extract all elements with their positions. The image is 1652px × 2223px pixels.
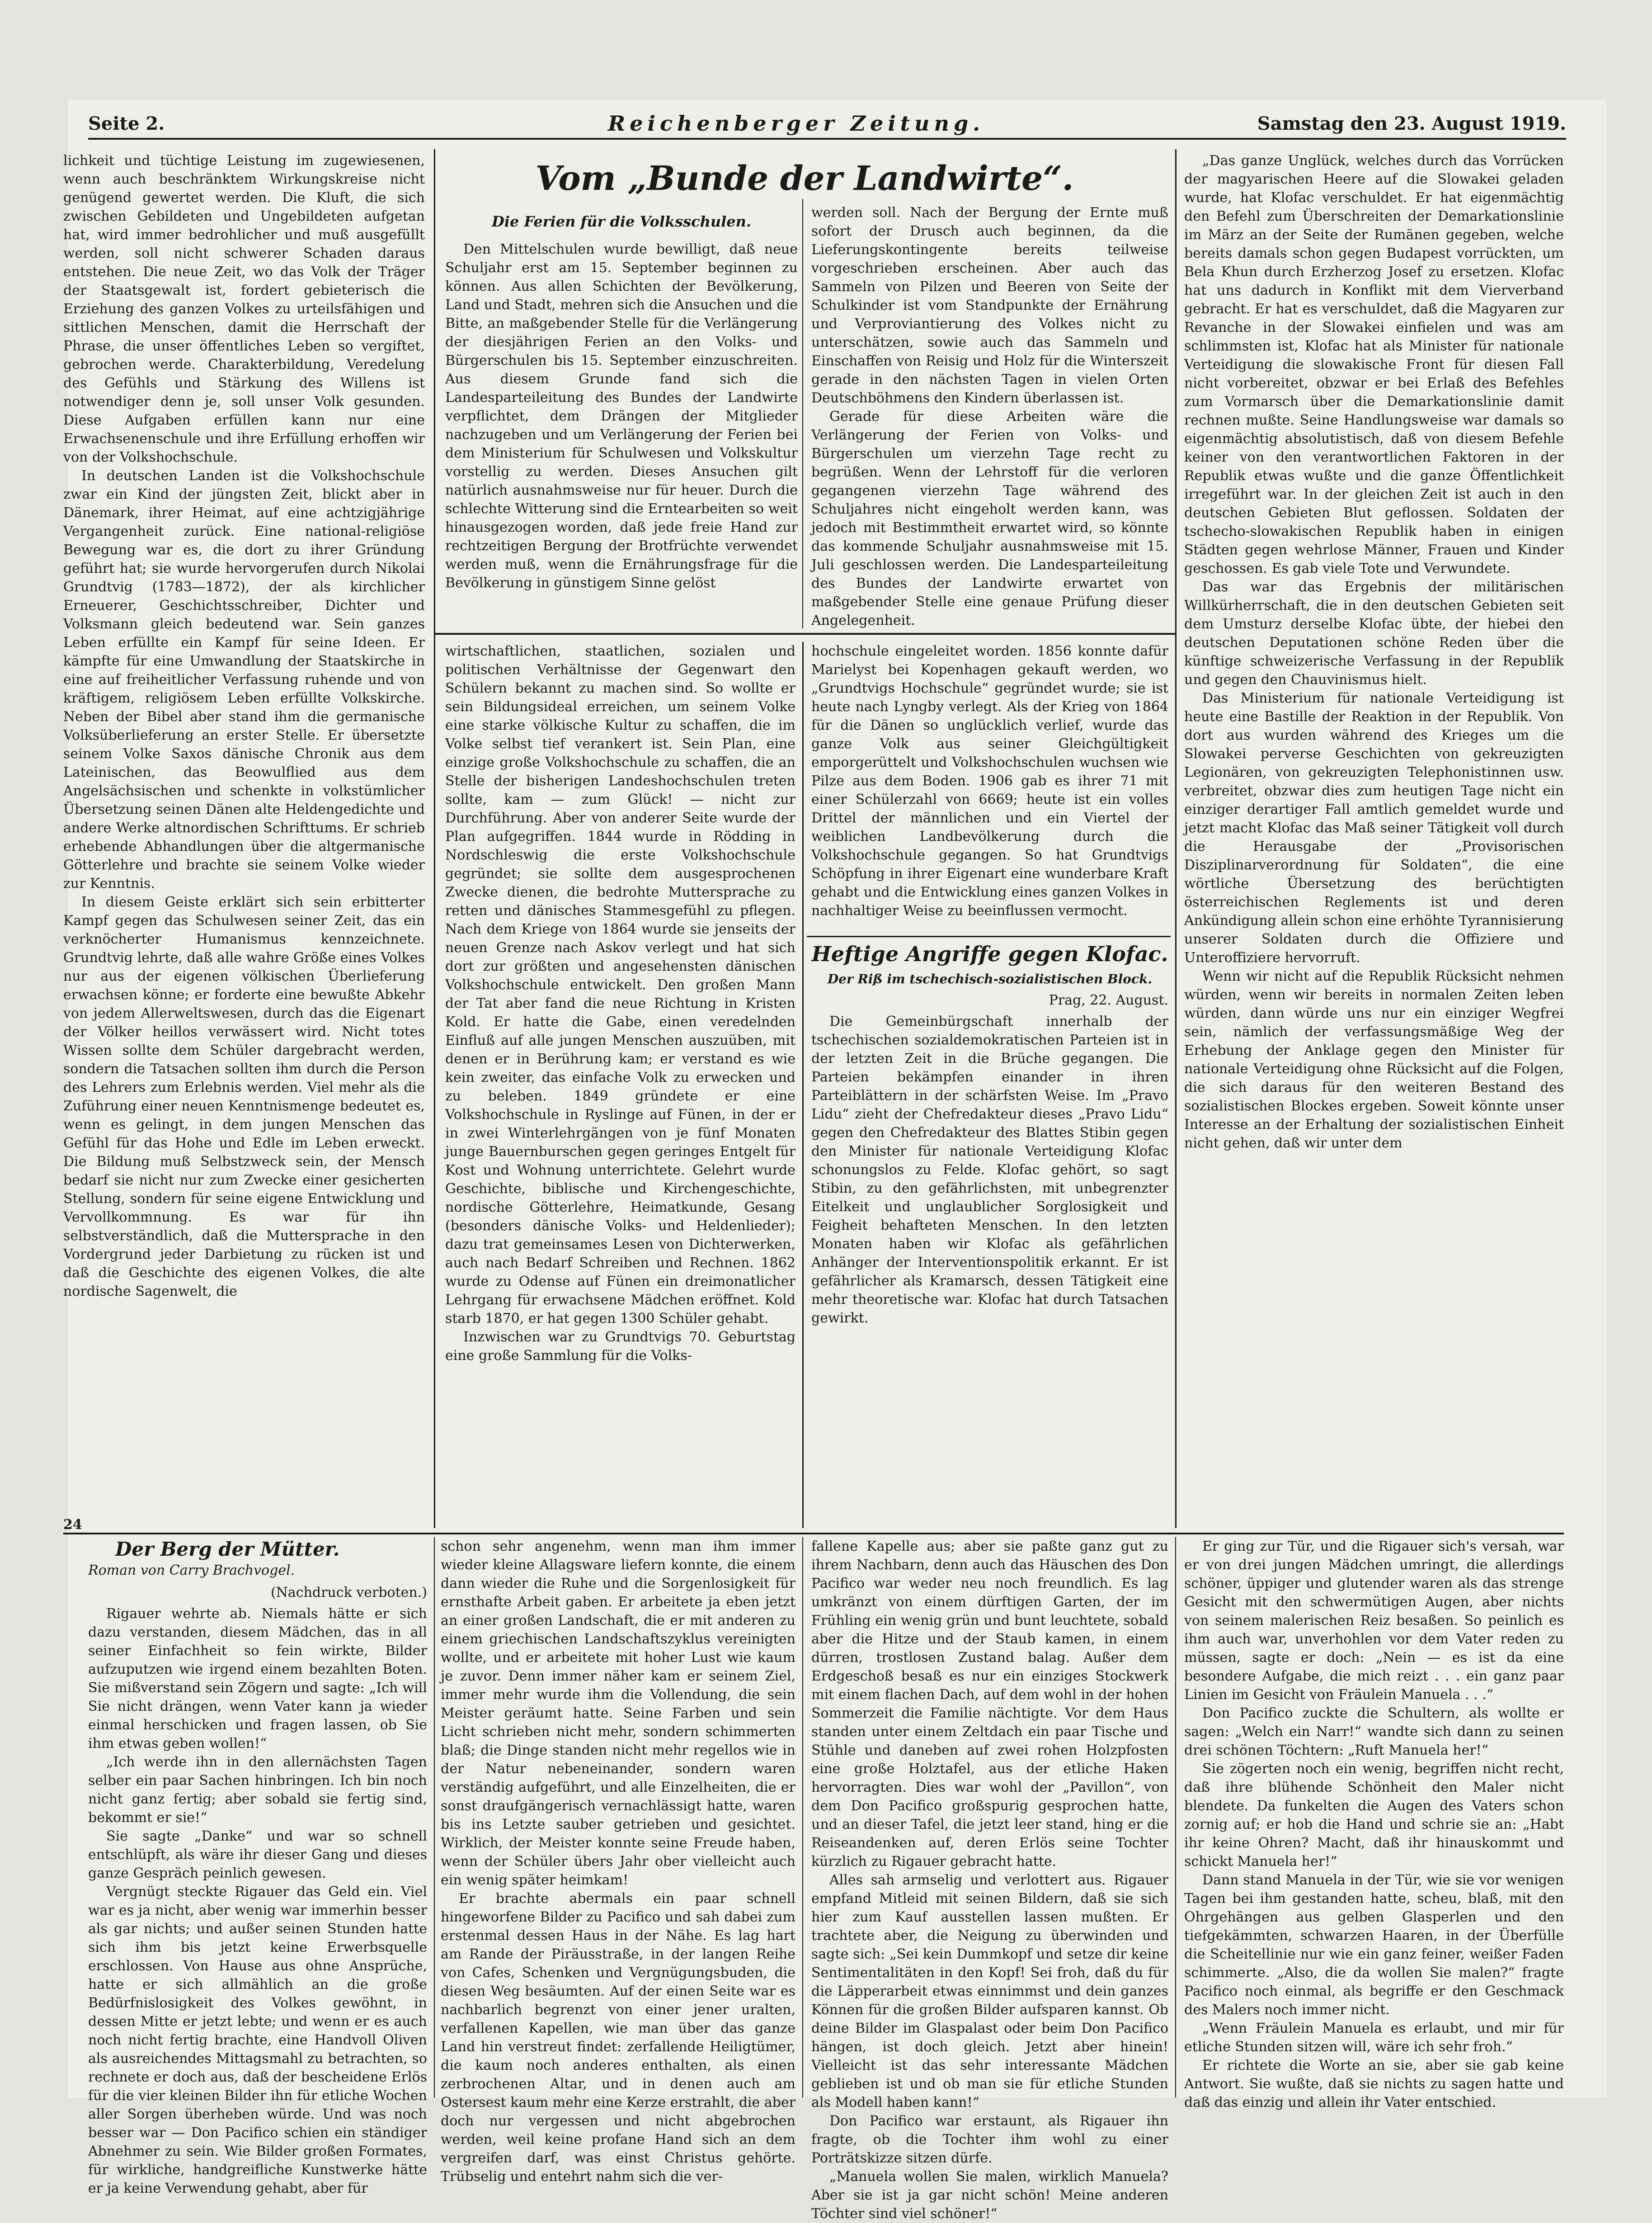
paragraph: Alles sah armselig und verlottert aus. Rigauer empfand Mitleid mit seinen Bildern, daß sie sich hier zum Kauf ausstellen lassen mußten. Er trachtete aber, die Neigung zu überwinden und sagte sich: „Sei kein Dummkopf und setze dir keine Sentimentalitäten in den Kopf! Sei froh, daß du für die Läpperarbeit etwas einnimmst und dein ganzes Können für die großen Bilder aufsparen kannst. Ob deine Bilder im Glaspalast oder beim Don Pacifico hängen, ist doch gleich. Jetzt aber hinein! Vielleicht ist das sehr interessante Mädchen geblieben ist und ob man sie für etliche Stunden als Modell haben kann!“ (811, 1872, 1168, 2110)
page-number: Seite 2. (88, 113, 165, 134)
novel-column-2 (441, 1537, 795, 2185)
novel-column-rule-1 (434, 1537, 435, 2098)
column-rule-2 (1175, 149, 1177, 1528)
novel-column-rule-3 (1175, 1537, 1176, 2098)
klofac-dateline: Prag, 22. August. (1049, 992, 1168, 1008)
paragraph: Das war das Ergebnis der militärischen Willkürherrschaft, die in den deutschen Gebieten seit dem Umsturz derselbe Klofac übte, der hiebei den deutschen Deputationen schöne Reden über die künftige schweizerische Verfassung in der Republik und gegen den Chauvinismus hielt. (1184, 579, 1564, 688)
paragraph: fallene Kapelle aus; aber sie paßte ganz gut zu ihrem Nachbarn, denn auch das Häuschen des Don Pacifico war weder neu noch freundlich. Es lag umkränzt von einem dürftigen Garten, der im Frühling ein wenig grün und bunt leuchtete, sobald aber die Hitze und der Staub kamen, in einem dürren, trostlosen Zustand balag. Außer dem Erdgeschoß besaß es nur ein einziges Stockwerk mit einem flachen Dach, auf dem wohl in der hohen Sommerzeit die Familie nächtigte. Vor dem Haus standen unter einem Zeltdach ein paar Tische und Stühle und daneben auf zwei rohen Holzpfosten eine große Holztafel, aus der etliche Haken hervorragten. Dies war wohl der „Pavillon“, von dem Don Pacifico großspurig gesprochen hatte, und an dieser Tafel, die jetzt leer stand, hing er die Reiseandenken auf, deren Erlös seine Tochter kürzlich zu Rigauer gebracht hatte. (811, 1539, 1168, 1869)
column-rule-3 (802, 642, 804, 1528)
paragraph: „Ich werde ihn in den allernächsten Tagen selber ein paar Sachen hinbringen. Ich bin noch nicht ganz fertig; aber sobald sie fertig sind, bekommt er sie!“ (88, 1754, 427, 1826)
ferien-column-b (811, 203, 1168, 628)
masthead (88, 109, 1566, 140)
paragraph: Die Gemeinbürgschaft innerhalb der tschechischen sozialdemokratischen Parteien ist in der letzten Zeit in die Brüche gegangen. Die Parteien bekämpfen einander in ihren Parteiblättern in der schärfsten Weise. Im „Pravo Lidu“ zieht der Chefredakteur dieses „Pravo Lidu“ gegen den Chefredakteur des Blattes Stibin gegen den Minister für nationale Verteidigung Klofac schonungslos zu Felde. Klofac gehört, so sagt Stibin, zu den gefährlichsten, mit unbegrenzter Eitelkeit und unglaublicher Sorglosigkeit und Feigheit behafteten Menschen. In den letzten Monaten haben wir Klofac als gefährlichen Anhänger der Interventionspolitik erkannt. Er ist gefährlicher als Kramarsch, dessen Tätigkeit eine mehr theoretische war. Klofac hat durch Tatsachen gewirkt. (811, 1014, 1168, 1326)
ferien-subhead: Die Ferien für die Volksschulen. (491, 213, 752, 230)
paragraph: schon sehr angenehm, wenn man ihm immer wieder kleine Allagsware liefern konnte, die einem dann wieder die Ruhe und die Sorgenlosigkeit für ernsthafte Arbeit gaben. Er arbeitete ja eben jetzt an einer großen Landschaft, die er mit anderen zu einem griechischen Landschaftszyklus vereinigten wollte, und er arbeitete mit hoher Lust wie kaum je zuvor. Denn immer näher kam er seinem Ziel, immer mehr wurde ihm die Vollendung, die sein Meister geräumt hatte. Seine Farben und sein Licht schrieben nicht mehr, sondern schimmerten blaß; die Dinge standen nicht mehr regellos wie in der Natur nebeneinander, sondern waren verständig aufgeführt, und alle Einzelheiten, die er sonst draufgängerisch vernachlässigt hatte, waren bis ins Letzte sauber getrieben und gesichtet. Wirklich, der Meister konnte seine Freude haben, wenn der Schüler übers Jahr ober vielleicht auch ein wenig später heimkam! (441, 1539, 795, 1888)
paragraph: Wenn wir nicht auf die Republik Rücksicht nehmen würden, wenn wir bereits in normalen Zeiten leben würden, dann würde uns nur ein einziger Wegfrei sein, nämlich der verfassungsmäßige Weg der Erhebung der Anklage gegen den Minister für nationale Verteidigung ohne Rücksicht auf die Folgen, die sich daraus für den weiteren Bestand des sozialistischen Blockes ergeben. Soweit könnte unser Interesse an der Erhaltung der sozialistischen Einheit nicht gehen, daß wir unter dem (1184, 968, 1564, 1151)
novel-column-3 (811, 1537, 1168, 2222)
klofac-article (811, 940, 1168, 1528)
paragraph: Er richtete die Worte an sie, aber sie gab keine Antwort. Sie wußte, daß sie nichts zu sagen hatte und daß das einzig und allein ihr Vater entschied. (1184, 2058, 1564, 2110)
paragraph: Das Ministerium für nationale Verteidigung ist heute eine Bastille der Reaktion in der Republik. Von dort aus wurden während des Krieges um die Slowakei perverse Geschichten von gekreuzigten Legionären, von gekreuzigten Telephonistinnen usw. verbreitet, obzwar dies zum heutigen Tage nicht ein einziger derartiger Fall amtlich gemeldet wurde und jetzt macht Klofac das Maß seiner Tätigkeit voll durch die Herausgabe der „Provisorischen Disziplinarverordnung für Soldaten“, die eine wörtliche Übersetzung des berüchtigten österreichischen Reglements ist und deren Ankündigung allein schon eine erhöhte Tyrannisierung unserer Soldaten durch die Offiziere und Unteroffiziere hervorruft. (1184, 690, 1564, 966)
ferien-column-a (445, 212, 798, 628)
headline-block-rule (434, 633, 1175, 635)
column-rule-4 (802, 199, 803, 628)
paragraph: Sie zögerten noch ein wenig, begriffen nicht recht, daß ihre blühende Schönheit den Maler nicht blendete. Da funkelten die Augen des Vaters schon zornig auf; er hob die Hand und schrie sie an: „Habt ihr keine Ohren? Macht, daß ihr hinauskommt und schickt Manuela her!“ (1184, 1761, 1564, 1869)
paragraph: Er brachte abermals ein paar schnell hingeworfene Bilder zu Pacifico und sah dabei zum erstenmal dessen Haus in der Nähe. Es lag hart am Rande der Piräusstraße, in der langen Reihe von Cafes, Schenken und Vergnügungsbuden, die diesen Weg besäumten. Auf der einen Seite war es nachbarlich begrenzt von einer jener uralten, verfallenen Kapellen, wie man über das ganze Land hin verstreut findet: zerfallende Heiligtümer, die kaum noch anderes enthalten, als einen zerbrochenen Altar, und in denen auch am Ostersest kaum mehr eine Kerze erstrahlt, die aber doch nur vergessen und nicht abgebrochen werden, weil keine profane Hand sich an dem vergreifen darf, was einst Christus gehörte. Trübselig und entehrt nahm sich die ver- (441, 1891, 795, 2185)
klofac-rule (807, 936, 1171, 937)
paragraph: Er ging zur Tür, und die Rigauer sich's versah, war er von drei jungen Mädchen umringt, die allerdings schöner, üppiger und glutender waren als das strenge Gesicht mit den schwermütigen Augen, aber nichts von seinem malerischen Reiz besaßen. So peinlich es ihm auch war, unverhohlen vor dem Vater reden zu müssen, sagte er doch: „Nein — es ist da eine besondere Aufgabe, die mich reizt . . . ein ganz paar Linien im Gesicht von Fräulein Manuela . . .“ (1184, 1539, 1564, 1703)
paragraph: wirtschaftlichen, staatlichen, sozialen und politischen Verhältnisse der Gegenwart den Schülern bekannt zu machen sind. So wollte er sein Bildungsideal erreichen, um seinem Volke eine starke völkische Kultur zu schaffen, die im Volke selbst tief verankert ist. Sein Plan, eine einzige große Volkshochschule zu schaffen, die an Stelle der bisherigen Landeshochschulen treten sollte, kam — zum Glück! — nicht zur Durchführung. Aber von anderer Seite wurde der Plan aufgegriffen. 1844 wurde in Rödding in Nordschleswig die erste Volkshochschule gegründet; sie sollte dem ausgesprochenen Zwecke dienen, die bedrohte Muttersprache zu retten und dänisches Stammesgefühl zu pflegen. Nach dem Kriege von 1864 wurde sie jenseits der neuen Grenze nach Askov verlegt und hat sich dort zur größten und angesehensten dänischen Volkshochschule entwickelt. Den großen Mann der Tat aber fand die neue Richtung in Kristen Kold. Er hatte die Gabe, einen veredelnden Einfluß auf alle jungen Menschen auszuüben, mit denen er in Berührung kam; er verstand es wie kein zweiter, das einfache Volk zu erwecken und zu beleben. 1849 gründete er eine Volkshochschule in Ryslinge auf Fünen, in der er in zwei Winterlehrgängen von je fünf Monaten junge Bauernburschen gegen geringes Entgelt für Kost und Wohnung unterrichtete. Gelehrt wurde Geschichte, biblische und Kirchengeschichte, nordische Götterlehre, Heimatkunde, Gesang (besonders dänische Volks- und Heldenlieder); dazu trat gemeinsames Lesen von Dichterwerken, auch nach Bedarf Schreiben und Rechnen. 1862 wurde zu Odense auf Fünen ein dreimonatlicher Lehrgang für erwachsene Mädchen eröffnet. Kold starb 1870, er hat gegen 1300 Schüler gehabt. (445, 643, 795, 1326)
paragraph: lichkeit und tüchtige Leistung im zugewiesenen, wenn auch beschränktem Wirkungskreise nicht genügend gewertet werden. Die Kluft, die sich zwischen Gebildeten und Ungebildeten aufgetan hat, wird immer bedrohlicher und muß ausgefüllt werden, soll nicht schwerer Schaden daraus entstehen. Die neue Zeit, wo das Volk der Träger der Staatsgewalt ist, fordert gebieterisch die Erziehung des ganzen Volkes zu urteilsfähigen und sittlichen Menschen, damit die Herrschaft der Phrase, die unser öffentliches Leben so vergiftet, gebrochen werde. Charakterbildung, Veredelung des Gefühls und Stärkung des Willens ist notwendiger denn je, soll unser Volk gesunden. Diese Aufgaben erfüllen kann nur eine Erwachsenenschule und ihre Erfüllung erhoffen wir von der Volkshochschule. (63, 153, 425, 465)
paragraph: „Wenn Fräulein Manuela es erlaubt, und mir für etliche Stunden sitzen will, wäre ich sehr froh.“ (1184, 2020, 1564, 2055)
masthead-rule (88, 138, 1566, 140)
paragraph: Sie sagte „Danke“ und war so schnell entschlüpft, als wäre ihr dieser Gang und dieses ganze Gespräch peinlich gewesen. (88, 1828, 427, 1881)
paragraph: Gerade für diese Arbeiten wäre die Verlängerung der Ferien von Volks- und Bürgerschulen um vierzehn Tage recht zu begrüßen. Wenn der Lehrstoff für die verloren gegangenen vierzehn Tage während des Schuljahres nicht eingeholt werden kann, was jedoch mit Bestimmtheit erwartet wird, so könnte das kommende Schuljahr ausnahmsweise mit 15. Juli geschlossen werden. Die Landesparteileitung des Bundes der Landwirte erwartet von maßgebender Stelle eine genaue Prüfung dieser Angelegenheit. (811, 409, 1168, 628)
headline-landwirte: Vom „Bunde der Landwirte“. (535, 159, 1074, 198)
paragraph: hochschule eingeleitet worden. 1856 konnte dafür Marielyst bei Kopenhagen gekauft werden, wo „Grundtvigs Hochschule“ gegründet wurde; sie ist heute nach Lyngby verlegt. Als der Krieg von 1864 für die Dänen so unglücklich verlief, wurde das ganze Volk aus seiner Gleichgültigkeit emporgerüttelt und Volkshochschulen wuchsen wie Pilze aus dem Boden. 1906 gab es ihrer 71 mit einer Schülerzahl von 6669; heute ist ein volles Drittel der männlichen und ein Viertel der weiblichen Landbevölkerung durch die Volkshochschule gegangen. So hat Grundtvigs Schöpfung in ihrer Eigenart eine wunderbare Kraft gehabt und die Entwicklung eines ganzen Volkes in nachhaltiger Weise zu beeinflussen vermocht. (811, 643, 1168, 919)
column-rule-1 (434, 149, 435, 1528)
paragraph: werden soll. Nach der Bergung der Ernte muß sofort der Drusch auch beginnen, da die Lieferungskontingente bereits teilweise vorgeschrieben erscheinen. Aber auch das Sammeln von Pilzen und Beeren von Seite der Schulkinder ist vom Standpunkte der Ernährung und Verproviantierung des Volkes nicht zu unterschätzen, sowie auch das Sammeln und Einschaffen von Reisig und Holz für die Winterszeit gerade in den nächsten Tagen in vielen Orten Deutschböhmens den Kindern überlassen ist. (811, 205, 1168, 406)
paragraph: „Manuela wollen Sie malen, wirklich Manuela? Aber sie ist ja gar nicht schön! Meine anderen Töchter sind viel schöner!“ (811, 2169, 1168, 2222)
klofac-continuation-column (1184, 151, 1564, 1526)
issue-date: Samstag den 23. August 1919. (1257, 113, 1566, 134)
novel-separator-rule (63, 1533, 1564, 1534)
paragraph: Don Pacifico zuckte die Schultern, als wollte er sagen: „Welch ein Narr!“ wandte sich dann zu seinen drei schönen Töchtern: „Ruft Manuela her!“ (1184, 1705, 1564, 1758)
volkshochschule-column-2 (445, 642, 795, 1528)
paragraph: Den Mittelschulen wurde bewilligt, daß neue Schuljahr erst am 15. September beginnen zu können. Aus allen Schichten der Bevölkerung, Land und Stadt, mehren sich die Ansuchen und die Bitte, an maßgebender Stelle für die Verlängerung der diesjährigen Ferien an den Volks- und Bürgerschulen bis 15. September einzuschreiten. Aus diesem Grunde fand sich die Landesparteileitung des Bundes der Landwirte verpflichtet, dem Drängen der Mitglieder nachzugeben und um Verlängerung der Ferien bei dem Ministerium für Schulwesen und Volkskultur vorstellig zu werden. Dieses Ansuchen gilt natürlich ausnahmsweise nur für heuer. Durch die schlechte Witterung sind die Erntearbeiten so weit hinausgezogen worden, daß jede freie Hand zur rechtzeitigen Bergung der Brotfrüchte verwendet werden muß, wenn die Ernährungsfrage für die Bevölkerung in günstigem Sinne gelöst (445, 241, 798, 591)
novel-column-1 (88, 1537, 427, 2196)
novel-reprint-notice: (Nachdruck verboten.) (270, 1585, 427, 1600)
novel-author: Roman von Carry Brachvogel. (88, 1562, 295, 1578)
novel-column-4 (1184, 1537, 1564, 2110)
klofac-headline: Heftige Angriffe gegen Klofac. (811, 942, 1168, 966)
paragraph: In deutschen Landen ist die Volkshochschule zwar ein Kind der jüngsten Zeit, blickt aber in Dänemark, ihrer Heimat, auf eine achtzigjährige Vergangenheit zurück. Eine national-religiöse Bewegung war es, die dort zu ihrer Gründung geführt hat; sie wurde hervorgerufen durch Nikolai Grundtvig (1783—1872), der als kirchlicher Erneuerer, Geschichtsschreiber, Dichter und Volksmann gleich bedeutend war. Sein ganzes Leben erfüllte ein Kampf für seine Ideen. Er kämpfte für eine Umwandlung der Staatskirche in eine auf freiheitlicher Verfassung ruhende und von kräftigem, religiösem Leben erfüllte Volkskirche. Neben der Bibel aber stand ihm die germanische Volksüberlieferung an erster Stelle. Er übersetzte seinem Volke Saxos dänische Chronik aus dem Lateinischen, das Beowulflied aus dem Angelsächsischen und schenkte in volkstümlicher Übersetzung seinen Dänen alte Heldengedichte und andere Werke altnordischen Schrifttums. Er schrieb erhebende Abhandlungen über die altgermanische Götterlehre und brachte sie seinem Volke wieder zur Kenntnis. (63, 468, 425, 892)
novel-column-rule-2 (802, 1537, 803, 2098)
volkshochschule-column-3 (811, 642, 1168, 931)
paragraph: „Das ganze Unglück, welches durch das Vorrücken der magyarischen Heere auf die Slowakei geladen wurde, hat Klofac verschuldet. Er hat eigenmächtig den Befehl zum Überschreiten der Demarkationslinie im März an der Seite der Rumänen gegeben, welche bereits damals schon gegen Budapest vorrückten, um Bela Khun durch Erzherzog Josef zu ersetzen. Klofac hat uns dadurch in Konflikt mit dem Vierverband gebracht. Er hat es verschuldet, daß die Magyaren zur Revanche in der Slowakei einfielen und was am schlimmsten ist, Klofac hat als Minister für nationale Verteidigung die slowakische Front für diesen Fall nicht vorbereitet, obzwar er bei Erlaß des Befehles zum Vormarsch über die Demarkationslinie damit rechnen mußte. Seine Handlungsweise war damals so eigenmächtig absolutistisch, daß von diesem Befehle keiner von den verantwortlichen Faktoren in der Republik etwas wußte und die ganze Öffentlichkeit irregeführt war. In der gleichen Zeit ist auch in den deutschen Gebieten Blut geflossen. Soldaten der tschecho-slowakischen Republik haben in einigen Städten gegen wehrlose Männer, Frauen und Kinder geschossen. Es gab viele Tote und Verwundete. (1184, 153, 1564, 576)
paragraph: Rigauer wehrte ab. Niemals hätte er sich dazu verstanden, diesem Mädchen, das in all seiner Einfachheit so fein wirkte, Bilder aufzuputzen wie irgend einem bezahlten Boten. Sie mißverstand sein Zögern und sagte: „Ich will Sie nicht drängen, wenn Vater kann ja wieder einmal herschicken und fragen lassen, ob Sie ihm etwas geben wollen!“ (88, 1606, 427, 1751)
paragraph: Dann stand Manuela in der Tür, wie sie vor wenigen Tagen bei ihm gestanden hatte, scheu, blaß, mit den Ohrgehängen aus gelben Glasperlen und den tiefgekämmten, schwarzen Haaren, in der Überfülle die Scheitellinie nur wie ein ganz feiner, weißer Faden schimmerte. „Also, die da wollen Sie malen?“ fragte Pacifico noch einmal, als begriffe er den Geschmack des Malers noch immer nicht. (1184, 1872, 1564, 2018)
newspaper-title: Reichenberger Zeitung. (608, 111, 985, 136)
paragraph: Inzwischen war zu Grundtvigs 70. Geburtstag eine große Sammlung für die Volks- (445, 1329, 795, 1364)
paragraph: Don Pacifico war erstaunt, als Rigauer ihn fragte, ob die Tochter ihm wohl zu einer Porträtskizze sitzen dürfe. (811, 2113, 1168, 2166)
article-volkshochschule-column-1 (63, 151, 425, 1521)
novel-title: Der Berg der Mütter. (115, 1538, 340, 1560)
paragraph: Vergnügt steckte Rigauer das Geld ein. Viel war es ja nicht, aber wenig war immerhin besser als gar nichts; und außer seinen Stunden hatte sich ihm bis jetzt keine Erwerbsquelle erschlossen. Von Hause aus ohne Ansprüche, hatte er sich allmählich an die große Bedürfnislosigkeit des Volkes gewöhnt, in dessen Mitte er jetzt lebte; und wenn er es auch noch nicht fertig brachte, eine Handvoll Oliven als ausreichendes Mittagsmahl zu betrachten, so rechnete er doch aus, daß der bescheidene Erlös für die vier kleinen Bilder ihn für etliche Wochen aller Sorgen überheben würde. Und was noch besser war — Don Pacifico schien ein ständiger Abnehmer zu sein. Wie Bilder großen Formates, für wirkliche, handgreifliche Kunstwerke hätte er ja keine Verwendung gehabt, aber für (88, 1884, 427, 2196)
paragraph: In diesem Geiste erklärt sich sein erbitterter Kampf gegen das Schulwesen seiner Zeit, das ein verknöcherter Humanismus kennzeichnete. Grundtvig lehrte, daß alle wahre Größe eines Volkes nur aus der eigenen völkischen Überlieferung erwachsen könne; er forderte eine bewußte Abkehr von jedem Allerweltswesen, durch das die Eigenart der Völker heillos verwässert wird. Nicht totes Wissen sollte dem Schüler dargebracht werden, sondern die Tatsachen sollten ihm durch die Person des Lehrers zum Erlebnis werden. Viel mehr als die Zuführung einer neuen Kenntnismenge bedeutet es, wenn es gelingt, in dem jungen Menschen das Gefühl für das Hohe und Edle im Leben erweckt. Die Bildung muß Selbstzweck sein, der Mensch bedarf sie nicht nur zum Zwecke einer gesicherten Stellung, sondern für seine eigene Entwicklung und Vervollkommnung. Es war für ihn selbstverständlich, daß die Muttersprache in den Vordergrund jeder Darbietung zu rücken ist und daß die Geschichte des eigenen Volkes, die alte nordische Sagenwelt, die (63, 894, 425, 1299)
novel-installment-number: 24 (63, 1517, 82, 1533)
klofac-subhead: Der Riß im tschechisch-sozialistischen Block. (827, 972, 1153, 986)
